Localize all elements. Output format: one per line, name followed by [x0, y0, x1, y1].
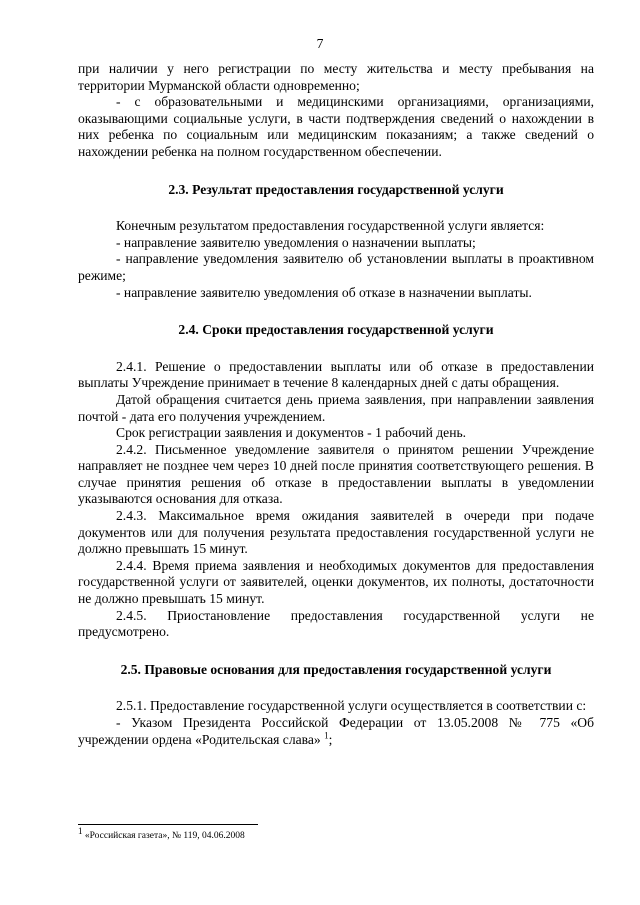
section-2-5-paragraph-2 — [78, 715, 594, 748]
section-2-4-paragraph-6: 2.4.4. Время приема заявления и необходимых документов для предоставления государственной услуги от заявителей, оценки документов, их полноты, достаточности не должно превышать 15 минут. — [78, 557, 594, 607]
section-2-3-paragraph-2: - направление заявителю уведомления о назначении выплаты; — [116, 234, 476, 250]
section-2-4-paragraph-4: 2.4.2. Письменное уведомление заявителя о принятом решении Учреждение направляет не позднее чем через 10 дней после принятия соответствующего решения. В случае принятия решения об отказе в предоставлении выплаты в уведомлении указываются основания для отказа. — [78, 441, 594, 507]
spacer — [78, 339, 594, 359]
section-2-4-paragraph-1: 2.4.1. Решение о предоставлении выплаты или об отказе в предоставлении выплаты Учреждение принимает в течение 8 календарных дней с даты обращения. — [78, 358, 594, 391]
spacer — [78, 641, 594, 662]
section-2-4-paragraph-3: Срок регистрации заявления и документов - 1 рабочий день. — [116, 425, 467, 441]
footnote-marker: 1 — [324, 730, 329, 741]
section-2-4-paragraph-2: Датой обращения считается день приема заявления, при направлении заявления почтой - дата его получения учреждением. — [78, 391, 594, 424]
footnote-divider — [78, 824, 258, 825]
section-2-3-paragraph-3: - направление уведомления заявителю об установлении выплаты в проактивном режиме; — [78, 251, 594, 283]
spacer — [78, 301, 594, 322]
document-body — [78, 61, 594, 748]
section-2-3-paragraph-1: Конечным результатом предоставления государственной услуги является: — [116, 218, 545, 234]
intro-paragraph-2: - с образовательными и медицинскими организациями, организациями, оказывающими социальные услуги, в части подтверждения сведений о нахождении в них ребенка по социальным или медицинским показаниям; а также сведений о нахождении ребенка на полном государственном обеспечении. — [78, 94, 594, 159]
section-2-3-paragraph-4: - направление заявителю уведомления об отказе в назначении выплаты. — [116, 284, 532, 300]
section-2-5-paragraph-1: 2.5.1. Предоставление государственной услуги осуществляется в соответствии с: — [116, 698, 587, 714]
spacer — [78, 678, 594, 698]
spacer — [78, 198, 594, 218]
intro-paragraph-1: при наличии у него регистрации по месту жительства и месту пребывания на территории Мурманской области одновременно; — [78, 61, 594, 93]
footnote-number: 1 — [78, 825, 83, 836]
spacer — [78, 161, 594, 182]
section-2-4-paragraph-7: 2.4.5. Приостановление предоставления государственной услуги не предусмотрено. — [78, 607, 594, 640]
section-2-4-title: 2.4. Сроки предоставления государственной услуги — [178, 322, 494, 338]
section-2-5-title: 2.5. Правовые основания для предоставления государственной услуги — [120, 661, 552, 677]
section-2-4-paragraph-5: 2.4.3. Максимальное время ожидания заявителей в очереди при подаче документов или для получения результата предоставления государственной услуги не должно превышать 15 минут. — [78, 508, 594, 557]
decree-reference-end: ; — [328, 731, 333, 747]
page-number: 7 — [316, 36, 324, 51]
section-2-3-title: 2.3. Результат предоставления государственной услуги — [168, 181, 504, 197]
footnote — [78, 825, 245, 842]
footnote-text: «Российская газета», № 119, 04.06.2008 — [82, 831, 245, 841]
decree-reference-text: - Указом Президента Российской Федерации от 13.05.2008 № 775 «Об учреждении ордена «Родительская слава» — [78, 715, 594, 747]
